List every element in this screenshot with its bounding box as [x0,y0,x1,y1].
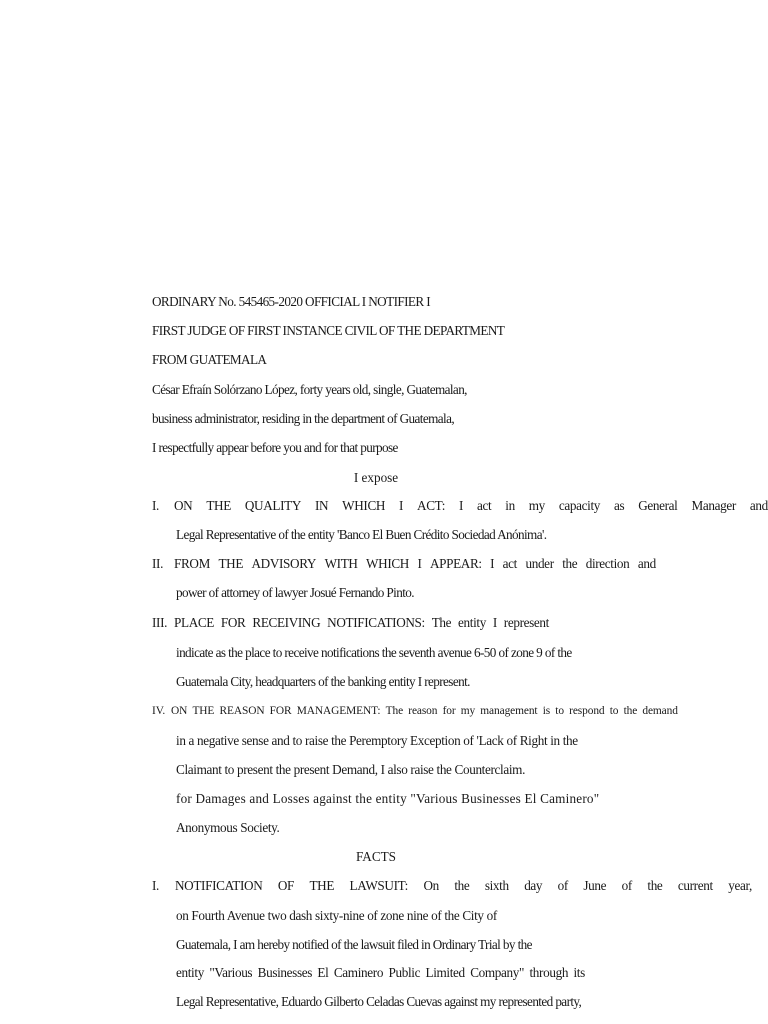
fact-i-continuation-2: Guatemala, I am hereby notified of the lawsuit filed in Ordinary Trial by the [176,937,532,952]
word: ACT: [417,498,446,513]
item-iii-first-line [174,615,549,631]
court-line-1: FIRST JUDGE OF FIRST INSTANCE CIVIL OF THE DEPARTMENT [152,323,505,338]
word: LAWSUIT: [349,878,408,893]
item-ii-continuation: power of attorney of lawyer Josué Fernando Pinto. [176,585,414,600]
word: MANAGEMENT: [296,705,381,717]
word: THE [218,556,244,571]
word: of [557,878,568,893]
word: its [573,965,585,980]
intro-line-2: business administrator, residing in the department of Guatemala, [152,411,455,426]
section-heading-facts: FACTS [355,849,397,864]
word: FOR [269,705,292,717]
word: of [621,878,632,893]
word: Caminero [333,965,384,980]
word: I [490,556,495,571]
word: the [647,878,663,893]
word: NOTIFICATION [175,878,263,893]
word: and [637,556,656,571]
fact-i-numeral: I. [152,878,159,893]
word: year, [728,878,752,893]
word: through [529,965,569,980]
word: NOTIFICATIONS: [327,615,425,630]
word: Businesses [257,965,313,980]
word: ADVISORY [251,556,317,571]
word: FOR [220,615,246,630]
item-iv-continuation-2: Claimant to present the present Demand, I also raise the Counterclaim. [176,762,526,777]
word: I [417,556,422,571]
item-iv-continuation-1: in a negative sense and to raise the Peremptory Exception of 'Lack of Right in the [176,733,578,748]
word: Limited [425,965,465,980]
intro-line-1: César Efraín Solórzano López, forty years old, single, Guatemalan, [152,382,467,397]
item-i-first-line [174,498,768,514]
word: THE [309,878,335,893]
item-i-continuation: Legal Representative of the entity 'Banco El Buen Crédito Sociedad Anónima'. [176,527,547,542]
word: for [442,705,456,717]
word: OF [277,878,294,893]
word: WHICH [366,556,409,571]
word: REASON [219,705,265,717]
word: I [399,498,404,513]
word: day [524,878,543,893]
item-i-numeral: I. [152,498,159,513]
word: "Various [209,965,253,980]
word: WHICH [342,498,386,513]
section-heading-expose: I expose [353,470,399,485]
fact-i-continuation-1: on Fourth Avenue two dash sixty-nine of zone nine of the City of [176,908,497,923]
item-iv-continuation-4: Anonymous Society. [176,820,280,835]
word: entity [458,615,486,630]
word: act [502,556,517,571]
word: APPEAR: [429,556,482,571]
word: act [476,498,492,513]
word: June [583,878,607,893]
item-ii-first-line [174,556,656,572]
word: Manager [691,498,736,513]
item-ii-numeral: II. [152,556,164,571]
fact-i-first-line [175,878,752,894]
item-iii-continuation-1: indicate as the place to receive notifications the seventh avenue 6-50 of zone 9 of the [176,645,572,660]
word: management [480,705,538,717]
word: as [613,498,625,513]
word: Company" [470,965,525,980]
fact-i-continuation-4: Legal Representative, Eduardo Gilberto Celadas Cuevas against my represented party, [176,994,582,1009]
word: represent [503,615,549,630]
word: the [623,705,638,717]
word: capacity [558,498,601,513]
word: On [423,878,439,893]
word: The [385,705,404,717]
word: current [677,878,713,893]
word: I [458,498,464,513]
item-iv-first-line [171,703,678,719]
word: THE [206,498,231,513]
word: RECEIVING [252,615,321,630]
word: I [492,615,497,630]
word: General [638,498,678,513]
item-iv-numeral: IV. [152,705,166,717]
word: and [749,498,768,513]
word: sixth [484,878,509,893]
word: PLACE [174,615,215,630]
item-iii-continuation-2: Guatemala City, headquarters of the banking entity I represent. [176,674,470,689]
word: my [528,498,545,513]
word: IN [314,498,329,513]
word: ON [174,498,193,513]
word: respond [569,705,605,717]
word: Public [388,965,421,980]
word: the [454,878,470,893]
word: the [562,556,578,571]
fact-i-continuation-3 [176,965,585,981]
word: QUALITY [244,498,302,513]
intro-line-3: I respectfully appear before you and for that purpose [152,440,398,455]
word: reason [408,705,438,717]
word: my [460,705,476,717]
item-iv-continuation-3: for Damages and Losses against the entity "Various Businesses El Caminero" [176,791,600,806]
court-line-2: FROM GUATEMALA [152,352,267,367]
word: is [542,705,551,717]
word: El [317,965,329,980]
word: entity [176,965,204,980]
word: in [505,498,515,513]
word: direction [585,556,630,571]
word: to [609,705,619,717]
item-iii-numeral: III. [152,615,168,630]
word: The [431,615,452,630]
case-header: ORDINARY No. 545465-2020 OFFICIAL I NOTIFIER I [152,294,431,309]
word: to [555,705,564,717]
word: THE [192,705,215,717]
word: under [525,556,554,571]
word: demand [642,705,678,717]
word: WITH [324,556,358,571]
word: ON [171,705,188,717]
word: FROM [174,556,210,571]
